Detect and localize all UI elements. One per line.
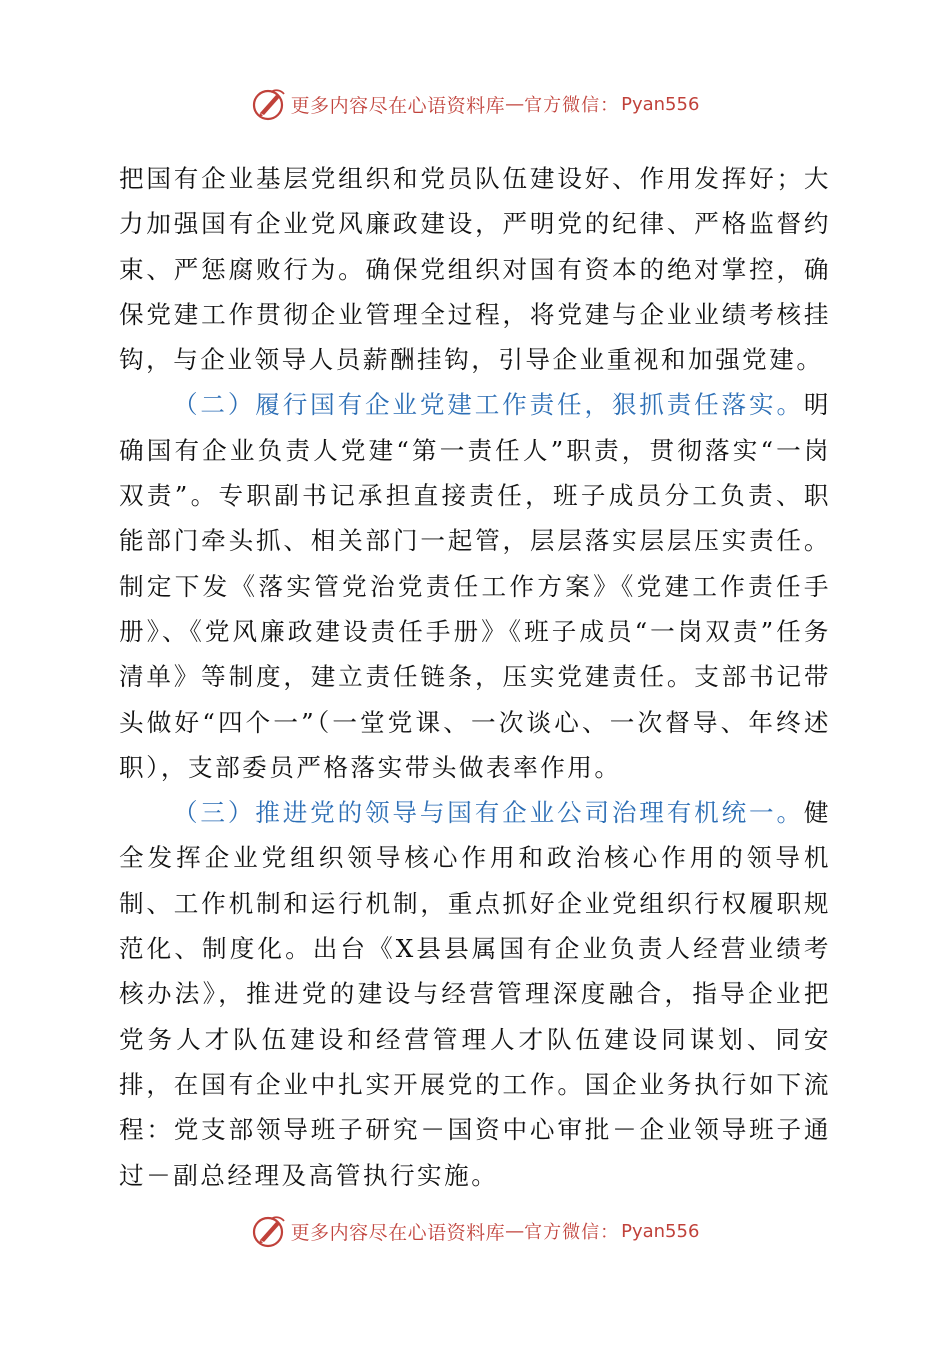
paragraph-1 xyxy=(119,156,831,382)
document-body xyxy=(119,156,831,1198)
watermark-wechat-id: Pyan556 xyxy=(621,93,700,115)
paragraph-3 xyxy=(119,790,831,1198)
pen-logo-icon xyxy=(251,1213,287,1249)
paragraph-3-heading: （三）推进党的领导与国有企业公司治理有机统一。 xyxy=(173,798,804,828)
paragraph-2-text: 明确国有企业负责人党建“第一责任人”职责，贯彻落实“一岗双责”。专职副书记承担直接责任，班子成员分工负责、职能部门牵头抓、相关部门一起管，层层落实层层压实责任。制定下发《落实管党治党责任工作方案》《党建工作责任手册》、《党风廉政建设责任手册》《班子成员“一岗双责”任务清单》等制度，建立责任链条，压实党建责任。支部书记带头做好“四个一”（一堂党课、一次谈心、一次督导、年终述职），支部委员严格落实带头做表率作用。 xyxy=(119,390,831,782)
watermark-wechat-label: 官方微信： xyxy=(524,1222,620,1243)
paragraph-1-text: 把国有企业基层党组织和党员队伍建设好、作用发挥好；大力加强国有企业党风廉政建设，严明党的纪律、严格监督约束、严惩腐败行为。确保党组织对国有资本的绝对掌控，确保党建工作贯彻企业管理全过程，将党建与企业业绩考核挂钩，与企业领导人员薪酬挂钩，引导企业重视和加强党建。 xyxy=(119,164,831,375)
watermark-wechat-label: 官方微信： xyxy=(524,95,620,116)
pen-logo-icon xyxy=(251,86,287,122)
footer-watermark xyxy=(0,1211,950,1251)
paragraph-2-heading: （二）履行国有企业党建工作责任，狠抓责任落实。 xyxy=(173,390,804,420)
paragraph-3-text: 健全发挥企业党组织领导核心作用和政治核心作用的领导机制、工作机制和运行机制，重点抓好企业党组织行权履职规范化、制度化。出台《X县县属国有企业负责人经营业绩考核办法》，推进党的建设与经营管理深度融合，指导企业把党务人才队伍建设和经营管理人才队伍建设同谋划、同安排，在国有企业中扎实开展党的工作。国企业务执行如下流程：党支部领导班子研究－国资中心审批－企业领导班子通过－副总经理及高管执行实施。 xyxy=(119,798,831,1190)
header-watermark xyxy=(0,84,950,124)
watermark-wechat-id: Pyan556 xyxy=(621,1220,700,1242)
watermark-title: 更多内容尽在心语资料库 xyxy=(290,1221,506,1244)
watermark-separator: — xyxy=(505,1220,525,1242)
watermark-title: 更多内容尽在心语资料库 xyxy=(290,94,506,117)
paragraph-2 xyxy=(119,382,831,790)
watermark-separator: — xyxy=(505,93,525,115)
